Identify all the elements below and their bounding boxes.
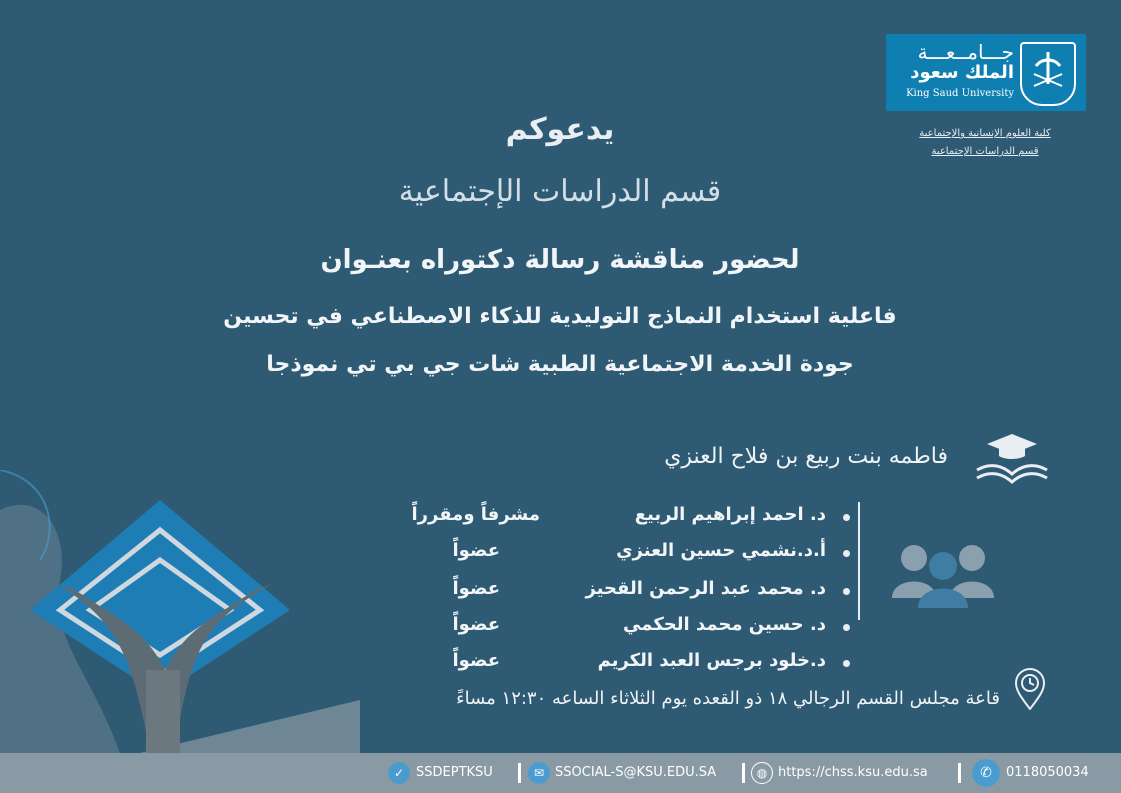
thesis-title-line2: جودة الخدمة الاجتماعية الطبية شات جي بي تي نموذجا xyxy=(266,352,854,377)
member-role: عضواً xyxy=(452,540,500,561)
member-name: د. محمد عبد الرحمن القحيز xyxy=(585,578,826,599)
department-title: قسم الدراسات الإجتماعية xyxy=(398,174,722,209)
committee-row xyxy=(400,650,850,680)
contact-footer xyxy=(0,753,1121,793)
candidate-name: فاطمه بنت ربيع بن فلاح العنزي xyxy=(664,444,948,469)
twitter-handle[interactable]: SSDEPTKSU xyxy=(416,765,493,780)
invitation-heading: لحضور مناقشة رسالة دكتوراه بعنـوان xyxy=(320,245,800,275)
invite-title: يدعوكم xyxy=(505,112,615,147)
college-link[interactable]: كلية العلوم الإنسانية والإجتماعية xyxy=(919,128,1051,139)
phone-number[interactable]: 0118050034 xyxy=(1006,765,1089,780)
ksu-logo xyxy=(886,34,1086,111)
verified-badge-icon: ✓ xyxy=(388,762,410,784)
member-name: د.خلود برجس العبد الكريم xyxy=(597,650,826,671)
bullet xyxy=(843,660,850,667)
globe-icon: ◍ xyxy=(751,762,773,784)
bullet xyxy=(843,624,850,631)
university-seal-icon xyxy=(1020,42,1076,106)
bullet xyxy=(843,514,850,521)
committee-divider xyxy=(858,502,860,620)
member-role: مشرفاً ومقرراً xyxy=(411,504,540,525)
member-role: عضواً xyxy=(452,614,500,635)
location-clock-icon xyxy=(1014,668,1046,714)
member-name: أ.د.نشمي حسين العنزي xyxy=(616,540,826,561)
graduation-cap-icon xyxy=(975,432,1049,488)
email-address[interactable]: SSOCIAL-S@KSU.EDU.SA xyxy=(555,765,717,780)
separator xyxy=(742,763,745,783)
bullet xyxy=(843,550,850,557)
logo-arabic-line1: جـــامــعـــة xyxy=(917,40,1014,64)
email-icon: ✉ xyxy=(528,762,550,784)
website-link[interactable]: https://chss.ksu.edu.sa xyxy=(778,765,928,780)
separator xyxy=(518,763,521,783)
member-name: د. حسين محمد الحكمي xyxy=(623,614,826,635)
committee-row xyxy=(400,578,850,608)
logo-arabic-line2: الملك سعود xyxy=(910,62,1014,83)
committee-row xyxy=(400,504,850,534)
member-role: عضواً xyxy=(452,578,500,599)
group-icon xyxy=(890,540,996,612)
phone-icon: ✆ xyxy=(972,759,1000,787)
logo-english: King Saud University xyxy=(906,88,1014,99)
department-link[interactable]: قسم الدراسات الإجتماعية xyxy=(931,146,1039,157)
venue-details: قاعة مجلس القسم الرجالي ١٨ ذو القعده يوم الثلاثاء الساعه ١٢:٣٠ مساءً xyxy=(456,688,1000,709)
member-role: عضواً xyxy=(452,650,500,671)
thesis-title-line1: فاعلية استخدام النماذج التوليدية للذكاء الاصطناعي في تحسين xyxy=(223,304,897,329)
committee-row xyxy=(400,540,850,570)
member-name: د. احمد إبراهيم الربيع xyxy=(634,504,826,525)
separator xyxy=(958,763,961,783)
bullet xyxy=(843,588,850,595)
committee-row xyxy=(400,614,850,644)
decorative-building-graphic xyxy=(0,470,360,753)
